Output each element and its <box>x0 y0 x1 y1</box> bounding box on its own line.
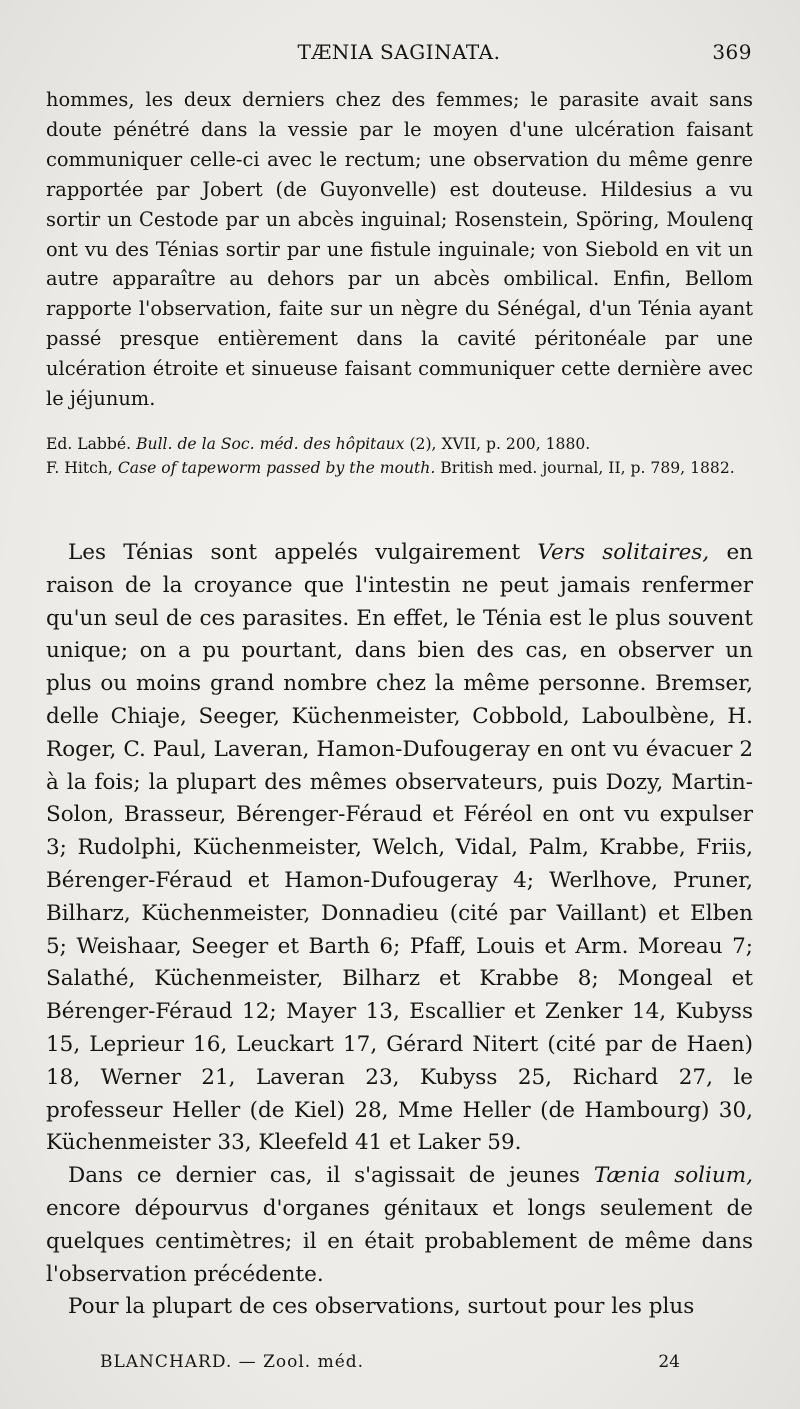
reference-details: (2), XVII, p. 200, 1880. <box>409 435 591 453</box>
main-text <box>46 537 753 1324</box>
italic-term: Vers solitaires, <box>537 540 710 565</box>
paragraph-continues-next-page: Pour la plupart de ces observations, surtout pour les plus <box>68 1294 695 1320</box>
paragraph-taenia-solium <box>46 1160 753 1291</box>
paragraph-vers-solitaires <box>46 537 753 1160</box>
text-run: Dans ce dernier cas, il s'agissait de jeunes <box>68 1163 580 1189</box>
reference-item <box>46 457 753 481</box>
italic-term: Tænia solium, <box>593 1163 753 1189</box>
reference-author: Ed. Labbé. <box>46 435 132 453</box>
references-block <box>46 433 753 480</box>
page-footer <box>100 1352 680 1378</box>
printer-signature: BLANCHARD. — Zool. méd. <box>100 1352 365 1372</box>
reference-author: F. Hitch, <box>46 458 113 477</box>
reference-title: Case of tapeworm passed by the mouth. <box>117 458 436 477</box>
reference-details: British med. journal, II, p. 789, 1882. <box>440 458 735 477</box>
running-header <box>46 40 752 70</box>
running-title: TÆNIA SAGINATA. <box>297 40 501 64</box>
paragraph-continued: hommes, les deux derniers chez des femmes; le parasite avait sans doute pénétré dans la vessie par le moyen d'une ulcération faisant communiquer celle-ci avec le rectum; une observation du même genre rapportée par Jobert (de Guyonvelle) est douteuse. Hildesius a vu sortir un Cestode par un abcès inguinal; Rosenstein, Spöring, Moulenq ont vu des Ténias sortir par une fistule inguinale; von Siebold en vit un autre apparaître au dehors par un abcès ombilical. Enfin, Bellom rapporte l'observation, faite sur un nègre du Sénégal, d'un Ténia ayant passé presque entièrement dans la cavité péritonéale par une ulcération étroite et sinueuse faisant communiquer cette dernière avec le jéjunum. <box>46 88 753 411</box>
sheet-number: 24 <box>658 1352 680 1372</box>
text-run: encore dépourvus d'organes génitaux et longs seulement de quelques centimètres; il en était probablement de même dans l'observation précédente. <box>46 1195 753 1287</box>
text-run: Les Ténias sont appelés vulgairement <box>68 540 521 565</box>
page-number: 369 <box>712 40 752 64</box>
reference-title: Bull. de la Soc. méd. des hôpitaux <box>136 435 405 453</box>
text-run: en raison de la croyance que l'intestin ne peut jamais renfermer qu'un seul de ces parasites. En effet, le Ténia est le plus souvent unique; on a pu pourtant, dans bien des cas, en observer un plus ou moins grand nombre chez la même personne. Bremser, delle Chiaje, Seeger, Küchenmeister, Cobbold, Laboulbène, H. Roger, C. Paul, Laveran, Hamon-Dufougeray en ont vu évacuer 2 à la fois; la plupart des mêmes observateurs, puis Dozy, Martin-Solon, Brasseur, Bérenger-Féraud et Féréol en ont vu expulser 3; Rudolphi, Küchenmeister, Welch, Vidal, Palm, Krabbe, Friis, Bérenger-Féraud et Hamon-Dufougeray 4; Werlhove, Pruner, Bilharz, Küchenmeister, Donnadieu (cité par Vaillant) et Elben 5; Weishaar, Seeger et Barth 6; Pfaff, Louis et Arm. Moreau 7; Salathé, Küchenmeister, Bilharz et Krabbe 8; Mongeal et Bérenger-Féraud 12; Mayer 13, Escallier et Zenker 14, Kubyss 15, Leprieur 16, Leuckart 17, Gérard Nitert (cité par de Haen) 18, Werner 21, Laveran 23, Kubyss 25, Richard 27, le professeur Heller (de Kiel) 28, Mme Heller (de Hambourg) 30, Küchenmeister 33, Kleefeld 41 et Laker 59. <box>46 540 754 1156</box>
reference-item <box>46 433 753 457</box>
